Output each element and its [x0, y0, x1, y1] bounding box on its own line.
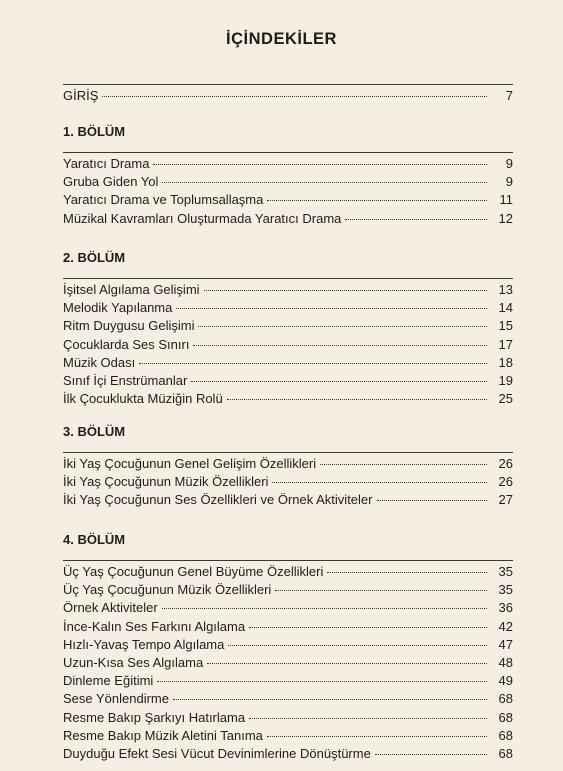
toc-entry-label: Çocuklarda Ses Sınırı — [63, 336, 190, 352]
dot-leader — [153, 164, 487, 165]
toc-entry-label: Sese Yönlendirme — [63, 691, 169, 707]
toc-entry-page: 9 — [505, 156, 513, 171]
toc-entry-page: 35 — [498, 564, 513, 579]
toc-entry-page: 68 — [498, 691, 513, 707]
toc-entry-label: Üç Yaş Çocuğunun Müzik Özellikleri — [63, 582, 272, 598]
dot-leader — [272, 482, 487, 483]
toc-entry[interactable] — [63, 564, 513, 582]
toc-entry-page: 9 — [505, 174, 513, 190]
toc-entry[interactable] — [63, 355, 513, 373]
toc-entry-page: 19 — [498, 372, 513, 388]
toc-entry-label: İnce-Kalın Ses Farkını Algılama — [63, 618, 246, 634]
toc-entry[interactable] — [63, 318, 513, 336]
dot-leader — [162, 182, 487, 183]
toc-entry[interactable] — [63, 156, 513, 174]
toc-entry[interactable] — [63, 192, 513, 210]
toc-entry-label: Resme Bakıp Müzik Aletini Tanıma — [63, 727, 263, 743]
toc-entry-label: Örnek Aktiviteler — [63, 600, 158, 616]
toc-entry[interactable] — [63, 655, 513, 673]
dot-leader — [228, 645, 487, 646]
dot-leader — [227, 399, 487, 400]
toc-entry[interactable] — [63, 728, 513, 746]
toc-entry-page: 26 — [498, 474, 513, 490]
toc-entry-label: Hızlı-Yavaş Tempo Algılama — [63, 636, 225, 652]
toc-entry[interactable] — [63, 373, 513, 391]
dot-leader — [191, 381, 487, 382]
toc-entry-page: 17 — [498, 336, 513, 352]
section-heading: 2. BÖLÜM — [63, 250, 126, 265]
toc-entry-page: 27 — [498, 492, 513, 508]
dot-leader — [176, 308, 487, 309]
toc-entry[interactable] — [63, 282, 513, 300]
toc-entry-page: 48 — [498, 654, 513, 670]
toc-entry[interactable] — [63, 211, 513, 229]
toc-entry-label: Yaratıcı Drama — [63, 156, 150, 171]
toc-entry[interactable] — [63, 673, 513, 691]
toc-entry[interactable] — [63, 619, 513, 637]
toc-entry[interactable] — [63, 300, 513, 318]
dot-leader — [267, 200, 487, 201]
toc-entry-label: Melodik Yapılanma — [63, 300, 173, 316]
dot-leader — [193, 345, 487, 346]
toc-entry-label: Gruba Giden Yol — [63, 174, 159, 190]
section-rule — [63, 152, 513, 153]
toc-entry-page: 68 — [498, 727, 513, 743]
toc-entry[interactable] — [63, 710, 513, 728]
section-heading: 4. BÖLÜM — [63, 532, 126, 547]
toc-entry-page: 36 — [498, 600, 513, 616]
dot-leader — [249, 627, 487, 628]
toc-entry-label: Üç Yaş Çocuğunun Genel Büyüme Özellikleri — [63, 564, 324, 579]
section-rule — [63, 278, 513, 279]
toc-entry-label: Yaratıcı Drama ve Toplumsallaşma — [63, 192, 264, 208]
section-heading: 1. BÖLÜM — [63, 124, 126, 139]
toc-entry-label: Ritm Duygusu Gelişimi — [63, 318, 195, 334]
toc-entry-page: 42 — [498, 618, 513, 634]
page-title: İÇİNDEKİLER — [226, 30, 337, 48]
dot-leader — [249, 718, 487, 719]
dot-leader — [267, 736, 487, 737]
dot-leader — [327, 572, 487, 573]
section-rule — [63, 560, 513, 561]
toc-entry-page: 68 — [498, 745, 513, 761]
toc-entry-label: İki Yaş Çocuğunun Ses Özellikleri ve Örnek Aktiviteler — [63, 492, 373, 508]
toc-entry-page: 7 — [505, 88, 513, 103]
dot-leader — [157, 681, 487, 682]
toc-entry[interactable] — [63, 456, 513, 474]
toc-entry-label: Dinleme Eğitimi — [63, 673, 154, 689]
toc-section-4 — [63, 560, 513, 764]
toc-entry-page: 35 — [498, 582, 513, 598]
dot-leader — [375, 754, 487, 755]
toc-entry-label: Müzikal Kavramları Oluşturmada Yaratıcı Drama — [63, 210, 342, 226]
toc-section-3 — [63, 452, 513, 511]
dot-leader — [345, 219, 487, 220]
toc-entry-page: 12 — [498, 210, 513, 226]
toc-entry-page: 11 — [499, 192, 513, 208]
toc-entry[interactable] — [63, 582, 513, 600]
dot-leader — [198, 326, 487, 327]
toc-entry[interactable] — [63, 337, 513, 355]
toc-entry[interactable] — [63, 474, 513, 492]
dot-leader — [377, 500, 488, 501]
toc-entry-label: İşitsel Algılama Gelişimi — [63, 282, 200, 297]
section-heading: 3. BÖLÜM — [63, 424, 126, 439]
toc-entry-label: GİRİŞ — [63, 88, 99, 103]
toc-entry-page: 14 — [498, 300, 513, 316]
toc-entry[interactable] — [63, 637, 513, 655]
toc-section-2 — [63, 278, 513, 409]
section-rule — [63, 452, 513, 453]
toc-entry-page: 26 — [498, 456, 513, 471]
dot-leader — [139, 363, 487, 364]
toc-entry[interactable] — [63, 174, 513, 192]
toc-entry-label: İki Yaş Çocuğunun Müzik Özellikleri — [63, 474, 269, 490]
toc-entry-page: 15 — [498, 318, 513, 334]
toc-entry-label: İlk Çocuklukta Müziğin Rolü — [63, 391, 223, 407]
toc-entry-page: 25 — [498, 391, 513, 407]
toc-entry-label: Resme Bakıp Şarkıyı Hatırlama — [63, 709, 246, 725]
toc-intro — [63, 84, 513, 106]
toc-entry-page: 68 — [498, 709, 513, 725]
toc-section-1 — [63, 152, 513, 229]
toc-entry-label: Uzun-Kısa Ses Algılama — [63, 654, 204, 670]
toc-entry-page: 13 — [498, 282, 513, 297]
toc-entry[interactable] — [63, 600, 513, 618]
toc-entry[interactable] — [63, 88, 513, 106]
toc-entry-page: 49 — [498, 673, 513, 689]
toc-entry-page: 18 — [498, 354, 513, 370]
toc-entry[interactable] — [63, 492, 513, 510]
toc-entry-label: Sınıf İçi Enstrümanlar — [63, 372, 188, 388]
toc-entry-label: Duyduğu Efekt Sesi Vücut Devinimlerine Dönüştürme — [63, 745, 371, 761]
dot-leader — [275, 590, 487, 591]
dot-leader — [162, 608, 487, 609]
dot-leader — [207, 663, 487, 664]
dot-leader — [173, 699, 487, 700]
toc-entry-label: İki Yaş Çocuğunun Genel Gelişim Özellikleri — [63, 456, 317, 471]
dot-leader — [320, 464, 487, 465]
dot-leader — [102, 96, 487, 97]
toc-entry[interactable] — [63, 391, 513, 409]
toc-entry-label: Müzik Odası — [63, 354, 136, 370]
toc-entry-page: 47 — [498, 636, 513, 652]
toc-entry[interactable] — [63, 746, 513, 764]
section-rule — [63, 84, 513, 85]
dot-leader — [204, 290, 487, 291]
toc-entry[interactable] — [63, 691, 513, 709]
